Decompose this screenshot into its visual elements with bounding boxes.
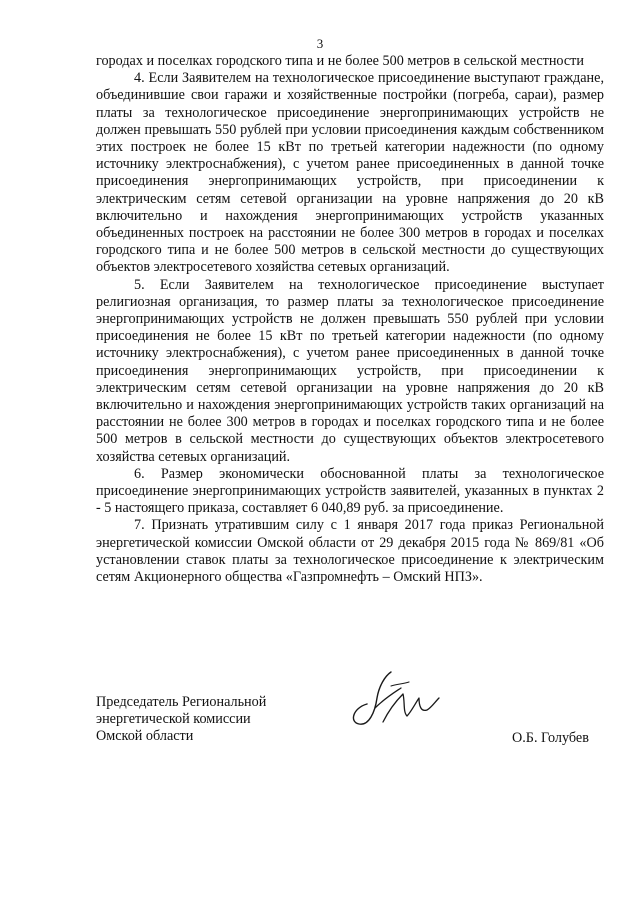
paragraph-item-7: 7. Признать утратившим силу с 1 января 2017 года приказ Региональной энергетической комиссии Омской области от 29 декабря 2015 года № 869/81 «Об установлении ставок платы за технологическое присоединение к электрическим сетям Акционерного общества «Газпромнефть – Омский НПЗ».	[96, 517, 604, 586]
signatory-name: О.Б. Голубев	[512, 730, 589, 746]
signatory-title-line-2: энергетической комиссии	[96, 711, 251, 728]
document-body	[96, 53, 604, 586]
handwritten-signature	[345, 668, 445, 730]
paragraph-item-4: 4. Если Заявителем на технологическое присоединение выступают граждане, объединившие свои гаражи и хозяйственные постройки (погреба, сараи), размер платы за технологическое присоединение энергопринимающих устройств не должен превышать 550 рублей при условии присоединения каждым собственником этих построек не более 15 кВт по третьей категории надежности (по одному источнику электроснабжения), с учетом ранее присоединенных в данной точке присоединения энергопринимающих устройств, при присоединении к электрическим сетям сетевой организации на уровне напряжения до 20 кВ включительно и нахождения энергопринимающих устройств указанных объединенных построек на расстоянии не более 300 метров в городах и поселках городского типа и не более 500 метров в сельской местности до существующих объектов электросетевого хозяйства сетевых организаций.	[96, 70, 604, 276]
page-number: 3	[316, 36, 324, 51]
paragraph-continuation: городах и поселках городского типа и не более 500 метров в сельской местности	[96, 53, 584, 69]
signatory-title-line-1: Председатель Региональной	[96, 694, 267, 710]
signatory-title-line-3: Омской области	[96, 728, 194, 745]
paragraph-item-5: 5. Если Заявителем на технологическое присоединение выступает религиозная организация, то размер платы за технологическое присоединение энергопринимающих устройств не должен превышать 550 рублей при условии присоединения не более 15 кВт по третьей категории надежности (по одному источнику электроснабжения), с учетом ранее присоединенных в данной точке присоединения энергопринимающих устройств, при присоединении к электрическим сетям сетевой организации на уровне напряжения до 20 кВ включительно и нахождения энергопринимающих устройств таких организаций на расстоянии не более 300 метров в городах и поселках городского типа и не более 500 метров в сельской местности до существующих объектов электросетевого хозяйства сетевых организаций.	[96, 276, 604, 465]
signatory-title	[96, 694, 266, 746]
paragraph-item-6: 6. Размер экономически обоснованной платы за технологическое присоединение энергопринимающих устройств заявителей, указанных в пунктах 2 - 5 настоящего приказа, составляет 6 040,89 руб. за присоединение.	[96, 465, 604, 517]
